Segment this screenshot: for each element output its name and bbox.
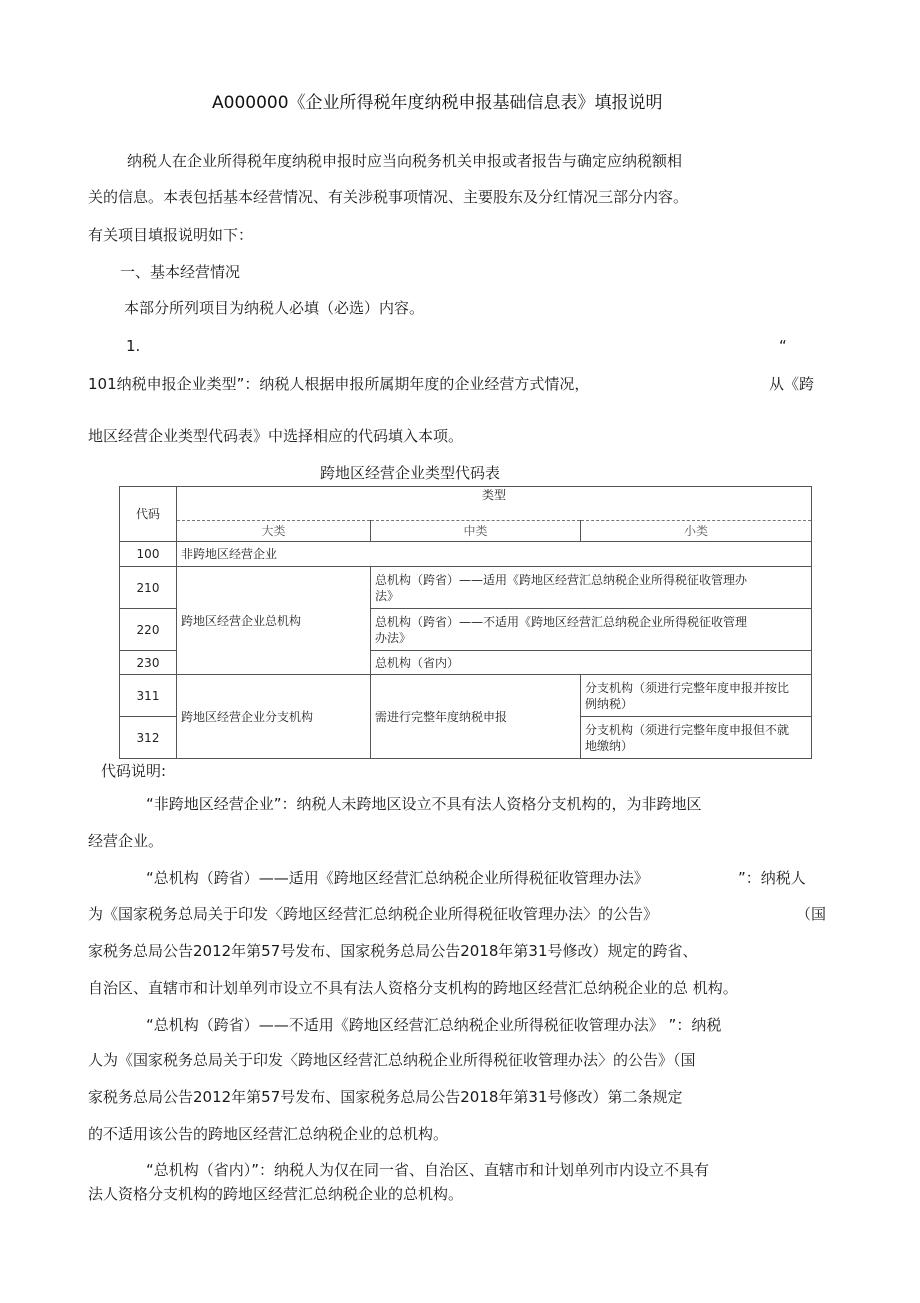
row-code: 311: [120, 675, 177, 717]
header-minor: 小类: [581, 521, 812, 542]
intro-line-3: 有关项目填报说明如下：: [88, 226, 254, 244]
row-code: 210: [120, 567, 177, 609]
section-note: 本部分所列项目为纳税人必填（必选）内容。: [124, 299, 425, 317]
row-major: 非跨地区经营企业: [177, 542, 812, 567]
row-code: 312: [120, 717, 177, 759]
header-major: 大类: [177, 521, 371, 542]
explanation-p3-line2: 人为《国家税务总局关于印发〈跨地区经营汇总纳税企业所得税征收管理办法〉的公告》（国: [88, 1051, 696, 1069]
row-middle-branch: 需进行完整年度纳税申报: [371, 675, 581, 759]
explanation-label: 代码说明:: [101, 762, 167, 780]
row-minor: 分支机构（须进行完整年度申报并按比例纳税）: [581, 675, 812, 717]
explanation-p3-line1: “总机构（跨省）——不适用《跨地区经营汇总纳税企业所得税征收管理办法》 ”：纳税: [146, 1016, 722, 1034]
explanation-p4-line1: “总机构（省内）”：纳税人为仅在同一省、自治区、直辖市和计划单列市内设立不具有: [146, 1161, 710, 1179]
explanation-p2-line2b: （国: [796, 905, 827, 923]
row-code: 230: [120, 651, 177, 675]
explanation-p3-line4: 的不适用该公告的跨地区经营汇总纳税企业的总机构。: [88, 1125, 449, 1143]
item-open-quote: “: [779, 337, 787, 355]
row-code: 220: [120, 609, 177, 651]
item-line-2: 地区经营企业类型代码表》中选择相应的代码填入本项。: [88, 427, 464, 445]
explanation-p4-line2: 法人资格分支机构的跨地区经营汇总纳税企业的总机构。: [88, 1185, 464, 1203]
explanation-p2-line1b: ”：纳税人: [738, 869, 806, 887]
explanation-p2-line1a: “总机构（跨省）——适用《跨地区经营汇总纳税企业所得税征收管理办法》: [146, 869, 649, 887]
page-title: A000000《企业所得税年度纳税申报基础信息表》填报说明: [212, 93, 663, 113]
table-row: [120, 542, 812, 567]
intro-line-1: 纳税人在企业所得税年度纳税申报时应当向税务机关申报或者报告与确定应纳税额相: [127, 152, 683, 170]
explanation-p3-line3: 家税务总局公告2012年第57号发布、国家税务总局公告2018年第31号修改）第二条规定: [88, 1088, 683, 1106]
header-code: 代码: [120, 487, 177, 542]
explanation-p2-line2a: 为《国家税务总局关于印发〈跨地区经营汇总纳税企业所得税征收管理办法〉的公告》: [88, 905, 659, 923]
row-middle: 总机构（跨省）——不适用《跨地区经营汇总纳税企业所得税征收管理办法》: [371, 609, 812, 651]
row-code: 100: [120, 542, 177, 567]
header-middle: 中类: [371, 521, 581, 542]
section-heading: 一、基本经营情况: [120, 263, 241, 281]
item-number: 1.: [126, 337, 141, 355]
item-line-left: 101纳税申报企业类型”：纳税人根据申报所属期年度的企业经营方式情况，: [88, 375, 590, 393]
row-middle: 总机构（省内）: [371, 651, 812, 675]
row-major-branch: 跨地区经营企业分支机构: [177, 675, 371, 759]
table-row: [120, 675, 812, 717]
row-major-hq: 跨地区经营企业总机构: [177, 567, 371, 675]
explanation-p1-line2: 经营企业。: [88, 832, 164, 850]
row-minor: 分支机构（须进行完整年度申报但不就地缴纳）: [581, 717, 812, 759]
row-middle: 总机构（跨省）——适用《跨地区经营汇总纳税企业所得税征收管理办法》: [371, 567, 812, 609]
item-line-right: 从《跨: [769, 375, 815, 393]
table-caption: 跨地区经营企业类型代码表: [320, 464, 501, 482]
table-row: [120, 567, 812, 609]
explanation-p1-line1: “非跨地区经营企业”：纳税人未跨地区设立不具有法人资格分支机构的，为非跨地区: [146, 795, 702, 813]
header-type: 类型: [177, 487, 812, 521]
explanation-p2-line3: 家税务总局公告2012年第57号发布、国家税务总局公告2018年第31号修改）规定的跨省、: [88, 942, 698, 960]
intro-line-2: 关的信息。本表包括基本经营情况、有关涉税事项情况、主要股东及分红情况三部分内容。: [88, 188, 689, 206]
enterprise-type-code-table: [119, 486, 812, 759]
explanation-p2-line4: 自治区、直辖市和计划单列市设立不具有法人资格分支机构的跨地区经营汇总纳税企业的总 机构。: [88, 979, 738, 997]
